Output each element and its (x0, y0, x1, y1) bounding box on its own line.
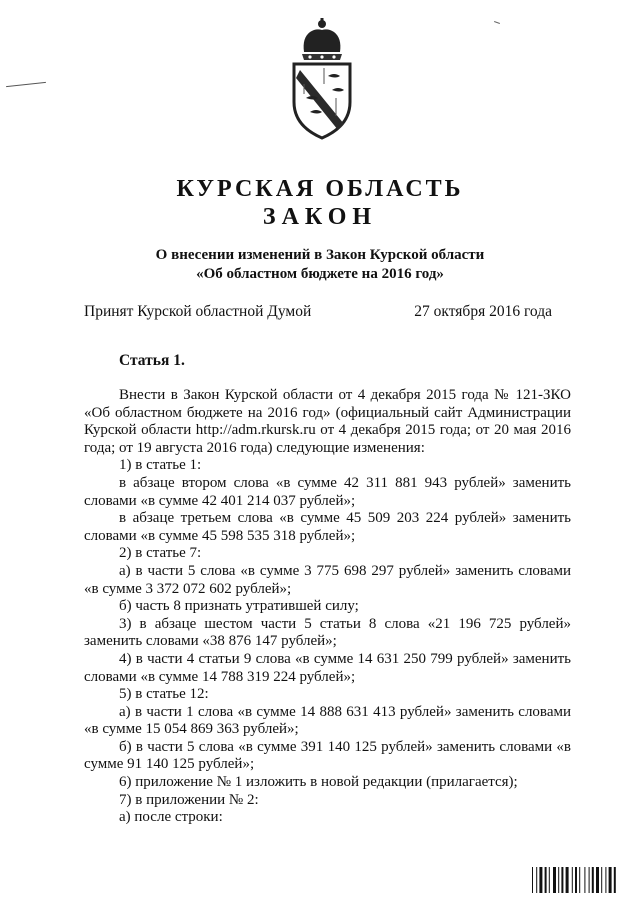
paragraph: 4) в части 4 статьи 9 слова «в сумме 14 631 250 799 рублей» заменить словами «в сумме 14 788 319 224 рублей»; (84, 650, 571, 685)
scan-artifact-mark (494, 21, 500, 24)
article-heading: Статья 1. (119, 352, 185, 369)
paragraph: а) в части 1 слова «в сумме 14 888 631 413 рублей» заменить словами «в сумме 15 054 869 363 рублей»; (84, 703, 571, 738)
region-title: КУРСКАЯ ОБЛАСТЬ (176, 176, 464, 202)
subtitle-line-2: «Об областном бюджете на 2016 год» (196, 266, 444, 282)
paragraph: б) часть 8 признать утратившей силу; (119, 598, 359, 615)
paragraph: 5) в статье 12: (119, 686, 209, 703)
paragraph: 1) в статье 1: (119, 457, 202, 474)
paragraph: в абзаце третьем слова «в сумме 45 509 203 224 рублей» заменить словами «в сумме 45 598 535 318 рублей»; (84, 510, 571, 544)
document-type-title: ЗАКОН (262, 204, 378, 230)
paragraph: 3) в абзаце шестом части 5 статьи 8 слова «21 196 725 рублей» заменить словами «38 876 147 рублей»; (84, 615, 571, 650)
paragraph: в абзаце втором слова «в сумме 42 311 881 943 рублей» заменить словами «в сумме 42 401 214 037 рублей»; (84, 474, 571, 509)
paragraph: а) после строки: (119, 809, 223, 826)
paragraph: 2) в статье 7: (119, 545, 202, 562)
paragraph: 6) приложение № 1 изложить в новой редакции (прилагается); (119, 774, 518, 791)
paragraph: б) в части 5 слова «в сумме 391 140 125 рублей» заменить словами «в сумме 91 140 125 рублей»; (84, 738, 571, 773)
paragraph: 7) в приложении № 2: (119, 791, 259, 808)
adoption-date: 27 октября 2016 года (414, 303, 552, 320)
article-body (84, 387, 571, 827)
paragraph: Внести в Закон Курской области от 4 декабря 2015 года № 121-ЗКО «Об областном бюджете на 2016 год» (официальный сайт Администрации Курской области http://adm.rkursk.ru от 4 декабря 2015 года; от 20 мая 2016 года; от 19 августа 2016 года) следующие изменения: (84, 387, 571, 456)
kursk-coat-of-arms-icon (284, 18, 360, 142)
adopted-by: Принят Курской областной Думой (84, 303, 312, 320)
law-subtitle (0, 246, 640, 284)
scan-artifact-line (6, 82, 46, 87)
barcode-icon (531, 866, 623, 894)
paragraph: а) в части 5 слова «в сумме 3 775 698 297 рублей» заменить словами «в сумме 3 372 072 602 рублей»; (84, 562, 571, 597)
subtitle-line-1: О внесении изменений в Закон Курской области (155, 247, 485, 263)
